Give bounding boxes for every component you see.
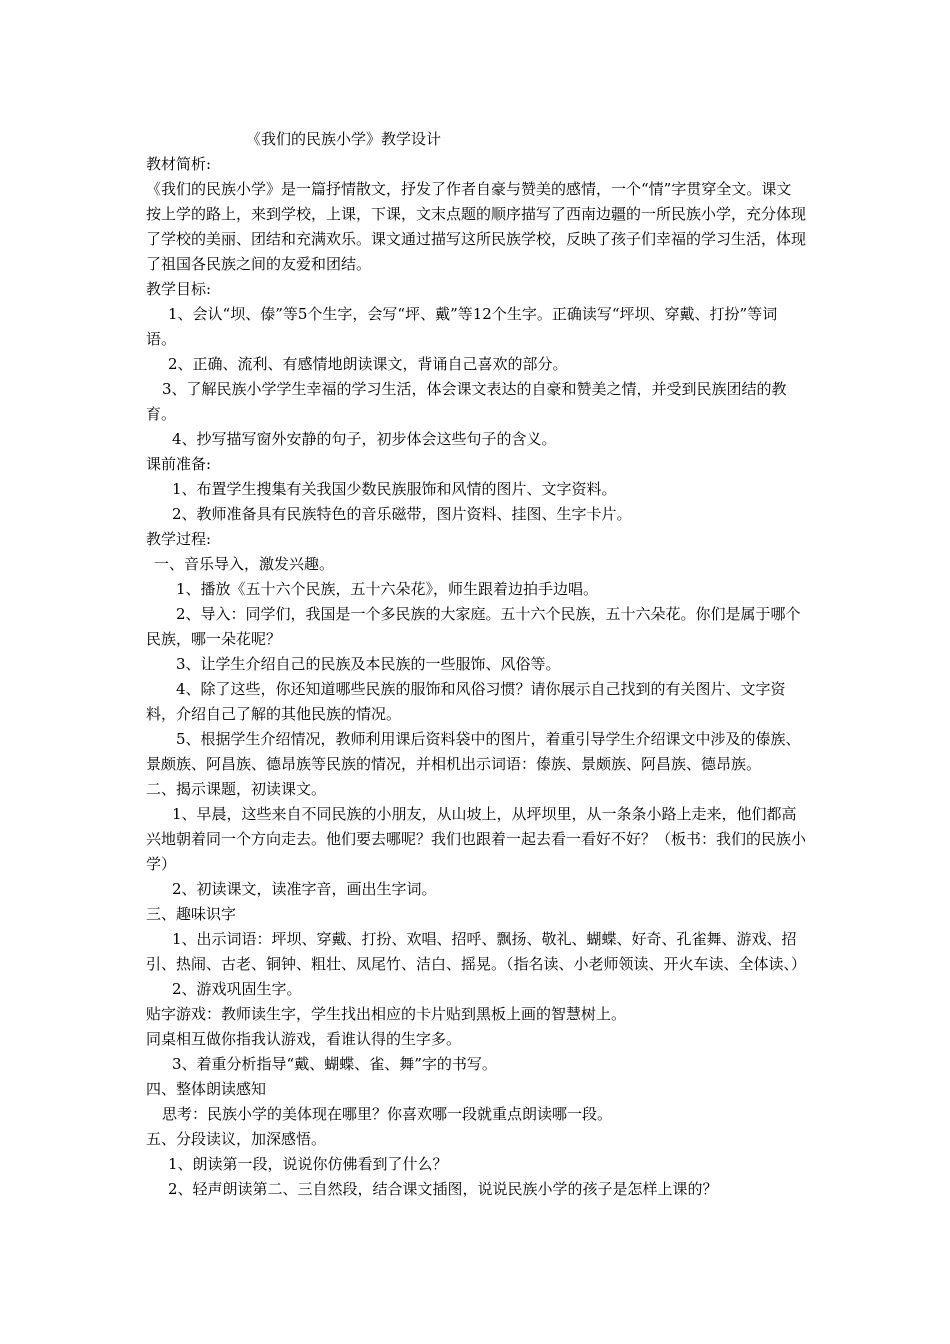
process-step-3-game-2: 同桌相互做你指我认游戏，看谁认得的生字多。 xyxy=(146,1030,462,1048)
section-heading-process: 教学过程: xyxy=(146,530,212,548)
process-step-5-heading: 五、分段读议，加深感悟。 xyxy=(146,1130,327,1148)
process-step-3-game-1: 贴字游戏：教师读生字，学生找出相应的卡片贴到黑板上画的智慧树上。 xyxy=(146,1005,627,1023)
paragraph-material: 《我们的民族小学》是一篇抒情散文，抒发了作者自豪与赞美的感情，一个“情”字贯穿全文。课文按上学的路上，来到学校，上课，下课，文末点题的顺序描写了西南边疆的一所民族小学，充分体现了学校的美丽、团结和充满欢乐。课文通过描写这所民族学校，反映了孩子们幸福的学习生活，体现了祖国各民族之间的友爱和团结。 xyxy=(146,180,807,273)
process-step-1-item-2: 2、导入：同学们，我国是一个多民族的大家庭。五十六个民族，五十六朵花。你们是属于哪个民族，哪一朵花呢？ xyxy=(146,605,801,648)
section-heading-material: 教材简析: xyxy=(146,155,212,173)
process-step-4-text: 思考：民族小学的美体现在哪里？你喜欢哪一段就重点朗读哪一段。 xyxy=(162,1105,613,1123)
process-step-3-heading: 三、趣味识字 xyxy=(146,905,237,923)
doc-title: 《我们的民族小学》教学设计 xyxy=(246,130,442,148)
process-step-5-item-1: 1、朗读第一段，说说你仿佛看到了什么？ xyxy=(168,1155,448,1173)
process-step-3-item-3: 3、着重分析指导“戴、蝴蝶、雀、舞”字的书写。 xyxy=(172,1055,497,1073)
process-step-1-item-3: 3、让学生介绍自己的民族及本民族的一些服饰、风俗等。 xyxy=(176,655,561,673)
goal-item-1: 1、会认“坝、傣”等5个生字，会写“坪、戴”等12个生字。正确读写“坪坝、穿戴、打扮”等词语。 xyxy=(146,305,778,348)
process-step-1-heading: 一、音乐导入，激发兴趣。 xyxy=(154,555,335,573)
process-step-1-item-1: 1、播放《五十六个民族，五十六朵花》，师生跟着边拍手边唱。 xyxy=(176,580,599,598)
process-step-1-item-5: 5、根据学生介绍情况，教师利用课后资料袋中的图片，着重引导学生介绍课文中涉及的傣族、景颇族、阿昌族、德昂族等民族的情况，并相机出示词语：傣族、景颇族、阿昌族、德昂族。 xyxy=(146,730,801,773)
process-step-1-item-4: 4、除了这些，你还知道哪些民族的服饰和风俗习惯？请你展示自己找到的有关图片、文字资料，介绍自己了解的其他民族的情况。 xyxy=(146,680,786,723)
section-heading-goals: 教学目标: xyxy=(146,280,212,298)
goal-item-4: 4、抄写描写窗外安静的句子，初步体会这些句子的含义。 xyxy=(172,430,557,448)
prep-item-2: 2、教师准备具有民族特色的音乐磁带，图片资料、挂图、生字卡片。 xyxy=(172,505,632,523)
process-step-5-item-2: 2、轻声朗读第二、三自然段，结合课文插图，说说民族小学的孩子是怎样上课的？ xyxy=(168,1180,718,1198)
goal-item-3: 3、了解民族小学学生幸福的学习生活，体会课文表达的自豪和赞美之情，并受到民族团结的教育。 xyxy=(146,380,787,423)
prep-item-1: 1、布置学生搜集有关我国少数民族服饰和风情的图片、文字资料。 xyxy=(172,480,617,498)
process-step-3-item-2: 2、游戏巩固生字。 xyxy=(172,980,302,998)
process-step-2-item-1: 1、早晨，这些来自不同民族的小朋友，从山坡上，从坪坝里，从一条条小路上走来，他们都高兴地朝着同一个方向走去。他们要去哪呢？我们也跟着一起去看一看好不好？（板书：我们的民族小学） xyxy=(146,805,807,873)
goal-item-2: 2、正确、流利、有感情地朗读课文，背诵自己喜欢的部分。 xyxy=(168,355,568,373)
section-heading-prep: 课前准备: xyxy=(146,455,212,473)
document-body xyxy=(146,127,806,1202)
process-step-3-item-1: 1、出示词语：坪坝、穿戴、打扮、欢唱、招呼、飘扬、敬礼、蝴蝶、好奇、孔雀舞、游戏、招引、热闹、古老、铜钟、粗壮、凤尾竹、洁白、摇晃。（指名读、小老师领读、开火车读、全体读、） xyxy=(146,930,807,973)
process-step-2-heading: 二、揭示课题，初读课文。 xyxy=(146,780,327,798)
process-step-2-item-2: 2、初读课文，读准字音，画出生字词。 xyxy=(172,880,437,898)
process-step-4-heading: 四、整体朗读感知 xyxy=(146,1080,267,1098)
